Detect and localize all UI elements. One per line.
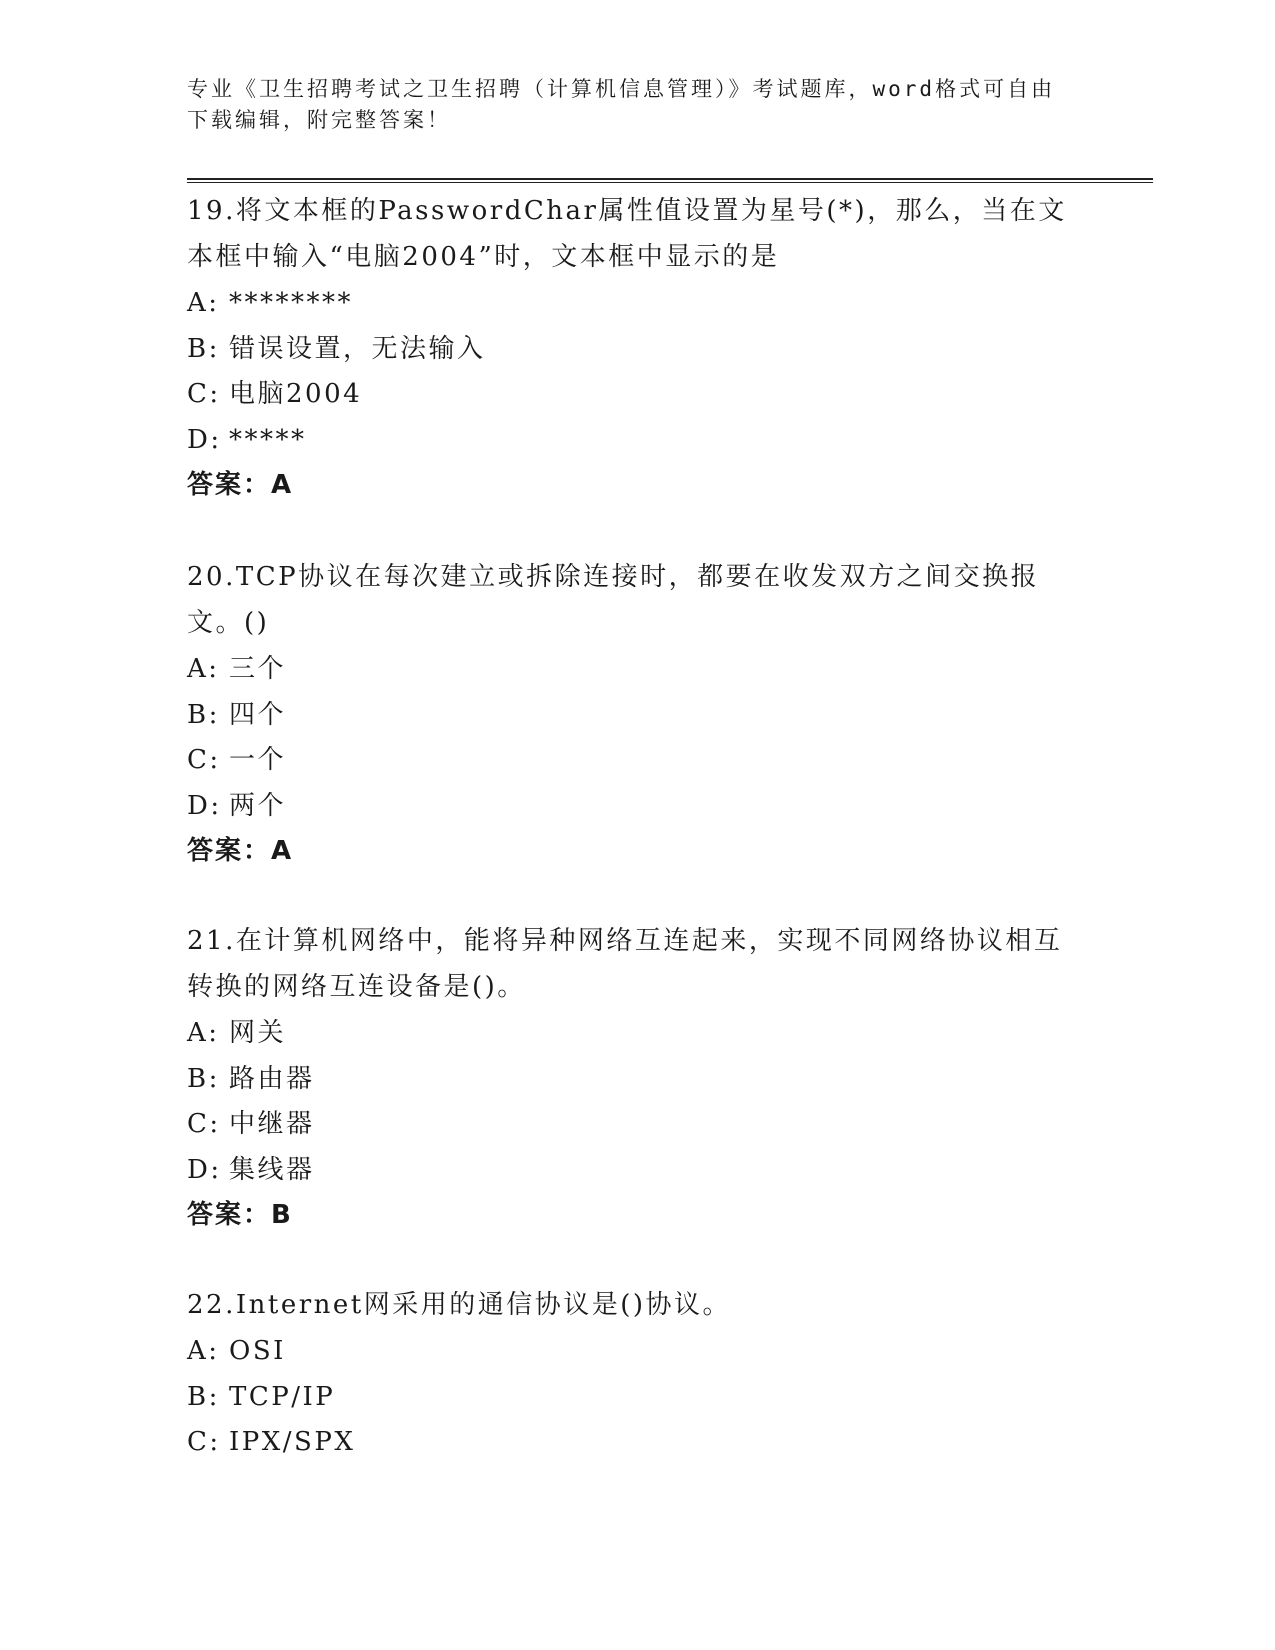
option-b bbox=[187, 1056, 1067, 1102]
option-d bbox=[187, 1147, 1067, 1193]
option-text: OSI bbox=[229, 1336, 286, 1366]
option-letter: B: bbox=[187, 1063, 220, 1094]
option-letter: C: bbox=[187, 1427, 221, 1457]
option-c bbox=[187, 1419, 1067, 1465]
option-b bbox=[187, 692, 1067, 738]
answer-label: 答案：A bbox=[187, 836, 294, 866]
option-text: ******** bbox=[229, 288, 353, 318]
option-letter: B: bbox=[187, 333, 220, 364]
option-letter: C: bbox=[187, 1109, 221, 1139]
answer-label: 答案：A bbox=[187, 470, 294, 500]
option-text: 中继器 bbox=[229, 1109, 315, 1139]
option-c bbox=[187, 737, 1067, 783]
option-text: 网关 bbox=[229, 1018, 287, 1048]
option-text: ***** bbox=[229, 424, 307, 455]
option-text: 电脑2004 bbox=[229, 379, 363, 409]
option-text: 三个 bbox=[229, 654, 287, 684]
option-letter: D: bbox=[187, 1154, 222, 1185]
option-text: 路由器 bbox=[229, 1063, 315, 1094]
option-c bbox=[187, 371, 1067, 417]
option-a bbox=[187, 1328, 1067, 1374]
option-a bbox=[187, 280, 1067, 326]
option-b bbox=[187, 326, 1067, 372]
option-letter: A: bbox=[187, 1018, 220, 1048]
header-divider bbox=[187, 178, 1153, 183]
option-text: TCP/IP bbox=[229, 1381, 336, 1412]
option-letter: A: bbox=[187, 1336, 220, 1366]
option-a bbox=[187, 646, 1067, 692]
document-header: 专业《卫生招聘考试之卫生招聘（计算机信息管理）》考试题库，word格式可自由下载编辑，附完整答案！ bbox=[187, 77, 1056, 132]
option-letter: D: bbox=[187, 790, 222, 821]
option-letter: A: bbox=[187, 288, 220, 318]
option-c bbox=[187, 1101, 1067, 1147]
option-b bbox=[187, 1374, 1067, 1420]
question-text: 20.TCP协议在每次建立或拆除连接时，都要在收发双方之间交换报文。() bbox=[187, 562, 1040, 638]
option-letter: C: bbox=[187, 745, 221, 775]
option-d bbox=[187, 417, 1067, 463]
question-20 bbox=[187, 554, 1067, 874]
question-19 bbox=[187, 188, 1067, 508]
question-22 bbox=[187, 1282, 1067, 1465]
option-letter: B: bbox=[187, 699, 220, 730]
question-text: 19.将文本框的PasswordChar属性值设置为星号(*)，那么，当在文本框中输入“电脑2004”时，文本框中显示的是 bbox=[187, 196, 1067, 272]
question-text: 22.Internet网采用的通信协议是()协议。 bbox=[187, 1290, 731, 1320]
option-text: IPX/SPX bbox=[229, 1427, 356, 1457]
option-text: 一个 bbox=[229, 745, 287, 775]
option-letter: C: bbox=[187, 379, 221, 409]
option-a bbox=[187, 1010, 1067, 1056]
option-text: 集线器 bbox=[229, 1154, 315, 1185]
option-d bbox=[187, 783, 1067, 829]
option-text: 四个 bbox=[229, 699, 287, 730]
answer-label: 答案：B bbox=[187, 1200, 293, 1230]
option-letter: A: bbox=[187, 654, 220, 684]
question-21 bbox=[187, 918, 1067, 1238]
option-letter: B: bbox=[187, 1381, 220, 1412]
option-text: 两个 bbox=[229, 790, 287, 821]
option-text: 错误设置，无法输入 bbox=[229, 333, 486, 364]
question-text: 21.在计算机网络中，能将异种网络互连起来，实现不同网络协议相互转换的网络互连设备是()。 bbox=[187, 926, 1063, 1002]
option-letter: D: bbox=[187, 424, 222, 455]
